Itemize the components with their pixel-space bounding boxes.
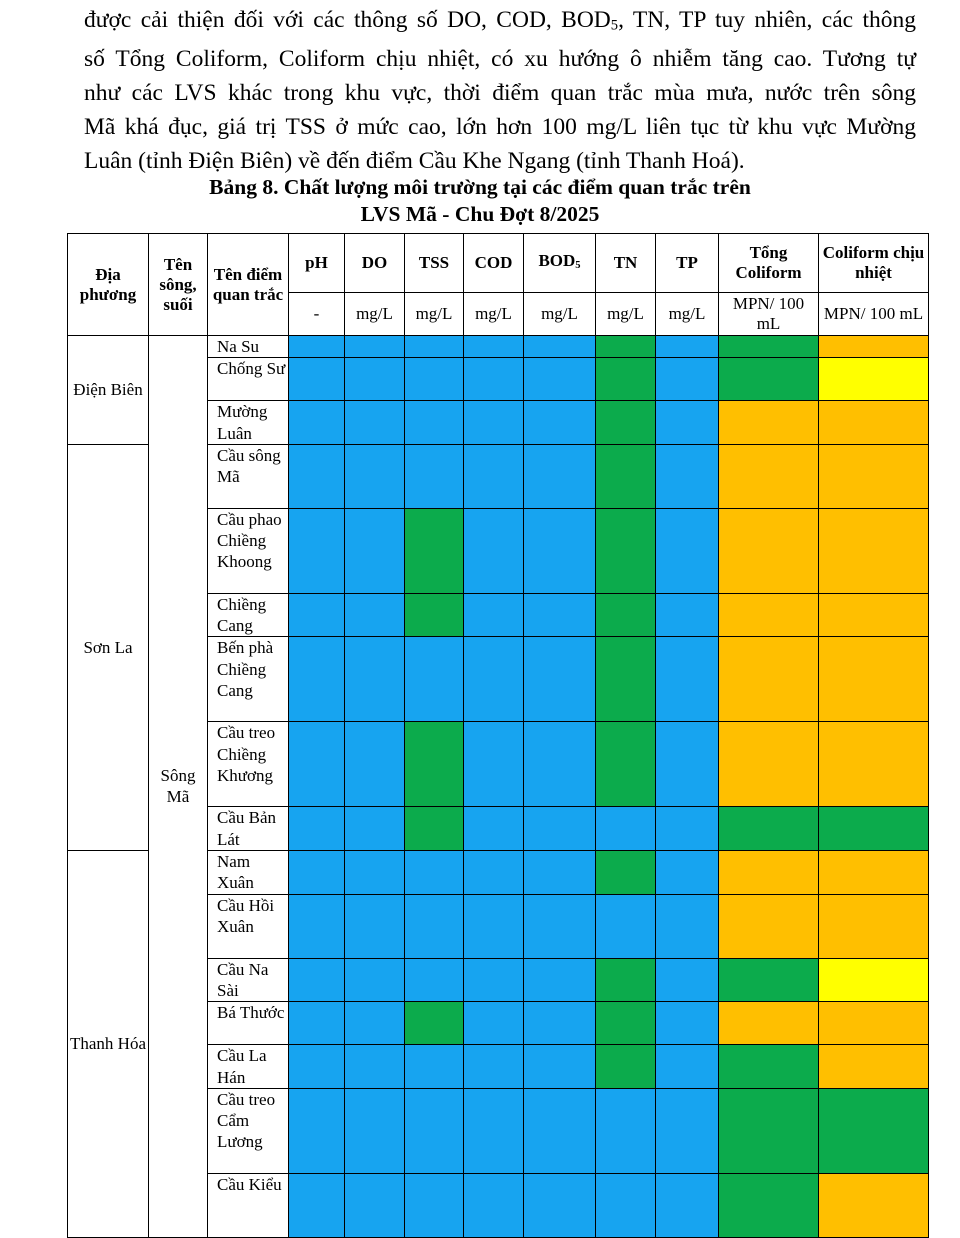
header-unit: mg/L <box>596 293 656 336</box>
quality-cell <box>405 508 464 593</box>
quality-cell <box>819 1045 929 1089</box>
intro-paragraph <box>84 4 916 179</box>
quality-cell <box>289 894 345 958</box>
quality-cell <box>405 851 464 895</box>
quality-cell <box>464 1088 524 1173</box>
quality-cell <box>656 1088 719 1173</box>
quality-cell <box>405 444 464 508</box>
quality-cell <box>345 401 405 445</box>
quality-cell <box>596 722 656 807</box>
header-unit: mg/L <box>345 293 405 336</box>
quality-cell <box>819 336 929 358</box>
quality-cell <box>719 722 819 807</box>
header-param: DO <box>345 234 405 293</box>
quality-cell <box>464 1002 524 1045</box>
quality-cell <box>405 593 464 637</box>
quality-cell <box>524 722 596 807</box>
quality-cell <box>656 637 719 722</box>
quality-cell <box>719 401 819 445</box>
quality-cell <box>405 807 464 851</box>
quality-cell <box>464 851 524 895</box>
quality-cell <box>719 1088 819 1173</box>
quality-cell <box>596 807 656 851</box>
station-name: Mường Luân <box>208 401 289 445</box>
quality-cell <box>345 508 405 593</box>
quality-cell <box>405 358 464 401</box>
quality-cell <box>405 958 464 1002</box>
quality-cell <box>464 358 524 401</box>
station-name: Cầu phao Chiềng Khoong <box>208 508 289 593</box>
station-name: Chiềng Cang <box>208 593 289 637</box>
quality-cell <box>524 358 596 401</box>
quality-cell <box>596 1002 656 1045</box>
header-unit: mg/L <box>405 293 464 336</box>
table-row <box>68 336 929 358</box>
header-unit: mg/L <box>464 293 524 336</box>
quality-cell <box>524 637 596 722</box>
quality-cell <box>819 593 929 637</box>
quality-cell <box>405 722 464 807</box>
header-param: Tổng Coliform <box>719 234 819 293</box>
region-cell: Điện Biên <box>68 336 149 445</box>
quality-cell <box>289 593 345 637</box>
paragraph-line: Mã khá đục, giá trị TSS ở mức cao, lớn hơn 100 mg/L liên tục từ khu vực Mường <box>84 114 916 140</box>
quality-cell <box>656 851 719 895</box>
station-name: Cầu treo Cẩm Lương <box>208 1088 289 1173</box>
river-cell: Sông Mã <box>149 336 208 1238</box>
header-locality: Địa phương <box>68 234 149 336</box>
quality-cell <box>289 1002 345 1045</box>
quality-cell <box>596 1088 656 1173</box>
quality-cell <box>345 958 405 1002</box>
quality-cell <box>819 958 929 1002</box>
station-name: Chống Sư <box>208 358 289 401</box>
quality-cell <box>345 807 405 851</box>
quality-cell <box>656 358 719 401</box>
quality-cell <box>819 851 929 895</box>
station-name: Cầu Na Sài <box>208 958 289 1002</box>
header-param: TN <box>596 234 656 293</box>
paragraph-line: như các LVS khác trong khu vực, thời điểm quan trắc mùa mưa, nước trên sông <box>84 80 916 107</box>
quality-cell <box>719 336 819 358</box>
quality-cell <box>719 1173 819 1237</box>
quality-cell <box>345 1045 405 1089</box>
quality-cell <box>656 336 719 358</box>
quality-cell <box>656 894 719 958</box>
quality-cell <box>289 358 345 401</box>
quality-cell <box>656 722 719 807</box>
station-name: Cầu sông Mã <box>208 444 289 508</box>
quality-cell <box>345 336 405 358</box>
quality-cell <box>524 851 596 895</box>
header-unit: - <box>289 293 345 336</box>
quality-cell <box>524 336 596 358</box>
quality-cell <box>656 807 719 851</box>
quality-cell <box>289 958 345 1002</box>
quality-cell <box>596 508 656 593</box>
quality-cell <box>464 336 524 358</box>
header-unit: mg/L <box>656 293 719 336</box>
quality-cell <box>819 508 929 593</box>
water-quality-table <box>67 233 929 1238</box>
quality-cell <box>656 401 719 445</box>
quality-cell <box>345 1088 405 1173</box>
quality-cell <box>596 358 656 401</box>
quality-cell <box>656 1045 719 1089</box>
header-station: Tên điểm quan trắc <box>208 234 289 336</box>
quality-cell <box>524 593 596 637</box>
region-cell: Thanh Hóa <box>68 851 149 1238</box>
station-name: Cầu Kiểu <box>208 1173 289 1237</box>
quality-cell <box>289 637 345 722</box>
header-param: pH <box>289 234 345 293</box>
quality-cell <box>719 1045 819 1089</box>
quality-cell <box>464 958 524 1002</box>
quality-cell <box>464 722 524 807</box>
station-name: Cầu Bản Lát <box>208 807 289 851</box>
quality-cell <box>405 1173 464 1237</box>
quality-cell <box>345 1002 405 1045</box>
station-name: Na Su <box>208 336 289 358</box>
quality-cell <box>345 1173 405 1237</box>
quality-cell <box>719 894 819 958</box>
quality-cell <box>596 851 656 895</box>
quality-cell <box>405 401 464 445</box>
quality-cell <box>405 894 464 958</box>
quality-cell <box>464 1045 524 1089</box>
quality-cell <box>819 807 929 851</box>
quality-cell <box>345 722 405 807</box>
quality-cell <box>345 358 405 401</box>
quality-cell <box>819 894 929 958</box>
quality-cell <box>524 1088 596 1173</box>
header-unit: mg/L <box>524 293 596 336</box>
header-param: BOD5 <box>524 234 596 293</box>
quality-cell <box>656 1002 719 1045</box>
header-param: COD <box>464 234 524 293</box>
quality-cell <box>289 851 345 895</box>
quality-cell <box>719 807 819 851</box>
quality-cell <box>596 1045 656 1089</box>
quality-cell <box>524 958 596 1002</box>
quality-cell <box>524 894 596 958</box>
quality-cell <box>719 1002 819 1045</box>
paragraph-line: được cải thiện đối với các thông số DO, COD, BOD5, TN, TP tuy nhiên, các thông <box>84 7 916 34</box>
quality-cell <box>596 637 656 722</box>
quality-cell <box>289 1045 345 1089</box>
quality-cell <box>289 1173 345 1237</box>
quality-cell <box>289 401 345 445</box>
quality-cell <box>719 508 819 593</box>
quality-cell <box>464 508 524 593</box>
quality-cell <box>464 444 524 508</box>
quality-cell <box>345 637 405 722</box>
quality-cell <box>345 894 405 958</box>
quality-cell <box>719 358 819 401</box>
quality-cell <box>719 637 819 722</box>
station-name: Cầu treo Chiềng Khương <box>208 722 289 807</box>
header-param: TSS <box>405 234 464 293</box>
quality-cell <box>524 401 596 445</box>
quality-cell <box>524 444 596 508</box>
quality-cell <box>596 336 656 358</box>
quality-cell <box>656 444 719 508</box>
quality-cell <box>289 508 345 593</box>
quality-cell <box>405 1045 464 1089</box>
header-river: Tên sông, suối <box>149 234 208 336</box>
quality-cell <box>524 508 596 593</box>
header-param: Coliform chịu nhiệt <box>819 234 929 293</box>
quality-cell <box>289 336 345 358</box>
quality-cell <box>596 958 656 1002</box>
table-caption-line2: LVS Mã - Chu Đợt 8/2025 <box>360 202 600 226</box>
quality-cell <box>819 401 929 445</box>
header-param: TP <box>656 234 719 293</box>
quality-cell <box>819 358 929 401</box>
quality-cell <box>289 722 345 807</box>
station-name: Cầu La Hán <box>208 1045 289 1089</box>
station-name: Cầu Hồi Xuân <box>208 894 289 958</box>
quality-cell <box>289 444 345 508</box>
station-name: Nam Xuân <box>208 851 289 895</box>
quality-cell <box>596 1173 656 1237</box>
quality-cell <box>289 1088 345 1173</box>
quality-cell <box>405 336 464 358</box>
quality-cell <box>719 444 819 508</box>
quality-cell <box>464 1173 524 1237</box>
header-unit: MPN/ 100 mL <box>819 293 929 336</box>
quality-cell <box>819 1173 929 1237</box>
region-cell: Sơn La <box>68 444 149 850</box>
quality-cell <box>289 807 345 851</box>
quality-cell <box>405 1002 464 1045</box>
quality-cell <box>464 894 524 958</box>
quality-cell <box>405 637 464 722</box>
station-name: Bến phà Chiềng Cang <box>208 637 289 722</box>
station-name: Bá Thước <box>208 1002 289 1045</box>
quality-cell <box>345 444 405 508</box>
paragraph-line: số Tổng Coliform, Coliform chịu nhiệt, có xu hướng ô nhiễm tăng cao. Tương tự <box>84 46 916 73</box>
quality-cell <box>719 593 819 637</box>
quality-cell <box>819 637 929 722</box>
header-unit: MPN/ 100 mL <box>719 293 819 336</box>
table-caption-line1: Bảng 8. Chất lượng môi trường tại các điểm quan trắc trên <box>209 175 751 199</box>
quality-cell <box>596 894 656 958</box>
quality-cell <box>819 1002 929 1045</box>
quality-cell <box>656 958 719 1002</box>
quality-cell <box>819 444 929 508</box>
quality-cell <box>464 807 524 851</box>
quality-cell <box>819 1088 929 1173</box>
quality-cell <box>596 593 656 637</box>
quality-cell <box>524 1002 596 1045</box>
quality-cell <box>596 401 656 445</box>
quality-cell <box>719 958 819 1002</box>
quality-cell <box>596 444 656 508</box>
quality-cell <box>524 1173 596 1237</box>
quality-cell <box>656 508 719 593</box>
quality-cell <box>345 593 405 637</box>
quality-cell <box>524 807 596 851</box>
header-row-params <box>68 234 929 293</box>
quality-cell <box>464 593 524 637</box>
quality-cell <box>524 1045 596 1089</box>
quality-cell <box>405 1088 464 1173</box>
quality-cell <box>464 637 524 722</box>
quality-cell <box>656 593 719 637</box>
quality-cell <box>345 851 405 895</box>
quality-cell <box>656 1173 719 1237</box>
quality-cell <box>719 851 819 895</box>
paragraph-line: Luân (tỉnh Điện Biên) về đến điểm Cầu Khe Ngang (tỉnh Thanh Hoá). <box>84 147 745 174</box>
quality-cell <box>464 401 524 445</box>
quality-cell <box>819 722 929 807</box>
